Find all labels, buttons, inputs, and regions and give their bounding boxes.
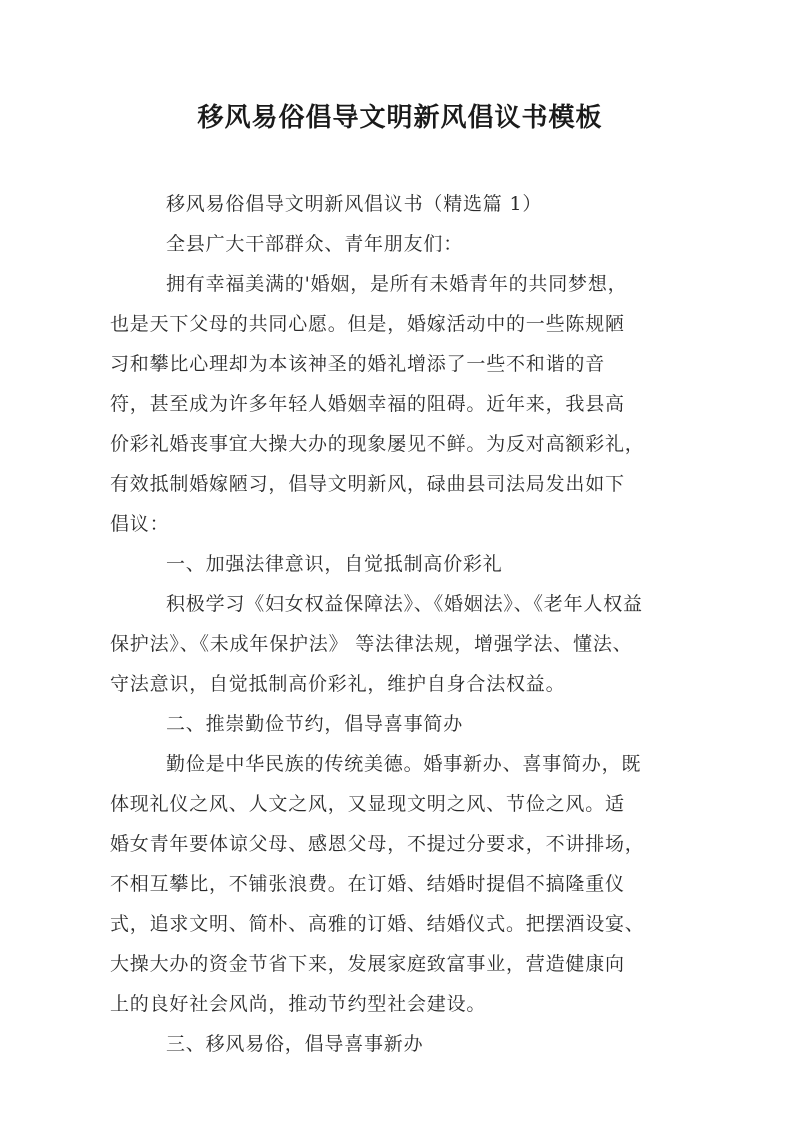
paragraph-line: 积极学习《妇女权益保障法》、《婚姻法》、《老年人权益 [166, 593, 643, 615]
section-heading-2: 二、推崇勤俭节约，倡导喜事简办 [166, 713, 464, 735]
paragraph-line: 有效抵制婚嫁陋习，倡导文明新风，碌曲县司法局发出如下 [110, 473, 625, 495]
document-subtitle: 移风易俗倡导文明新风倡议书（精选篇 1） [166, 193, 543, 215]
paragraph-line: 保护法》、《未成年保护法》 等法律法规，增强学法、懂法、 [110, 633, 633, 655]
paragraph-line: 式，追求文明、简朴、高雅的订婚、结婚仪式。把摆酒设宴、 [110, 913, 645, 935]
section-heading-1: 一、加强法律意识，自觉抵制高价彩礼 [166, 553, 503, 575]
document-title: 移风易俗倡导文明新风倡议书模板 [197, 103, 603, 133]
paragraph-line: 婚女青年要体谅父母、感恩父母，不提过分要求，不讲排场， [110, 833, 645, 855]
paragraph-line: 拥有幸福美满的'婚姻，是所有未婚青年的共同梦想， [166, 273, 628, 295]
paragraph-line: 符，甚至成为许多年轻人婚姻幸福的阻碍。近年来，我县高 [110, 393, 625, 415]
paragraph-line: 习和攀比心理却为本该神圣的婚礼增添了一些不和谐的音 [110, 353, 606, 375]
section-1-paragraph [110, 584, 688, 704]
paragraph-line: 价彩礼婚丧事宜大操大办的现象屡见不鲜。为反对高额彩礼， [110, 433, 645, 455]
salutation: 全县广大干部群众、青年朋友们： [166, 233, 464, 255]
paragraph-line: 不相互攀比，不铺张浪费。在订婚、结婚时提倡不搞隆重仪 [110, 873, 625, 895]
paragraph-line: 体现礼仪之风、人文之风，又显现文明之风、节俭之风。适 [110, 793, 625, 815]
intro-paragraph [110, 264, 688, 544]
paragraph-line: 勤俭是中华民族的传统美德。婚事新办、喜事简办，既 [166, 753, 642, 775]
section-2-paragraph [110, 744, 688, 1024]
document-body [110, 184, 688, 1064]
paragraph-line: 也是天下父母的共同心愿。但是，婚嫁活动中的一些陈规陋 [110, 313, 625, 335]
paragraph-line: 大操大办的资金节省下来，发展家庭致富事业，营造健康向 [110, 953, 625, 975]
paragraph-line: 守法意识，自觉抵制高价彩礼，维护自身合法权益。 [110, 673, 566, 695]
paragraph-line: 上的良好社会风尚，推动节约型社会建设。 [110, 993, 487, 1015]
section-heading-3: 三、移风易俗，倡导喜事新办 [166, 1033, 424, 1055]
paragraph-line: 倡议： [110, 513, 170, 535]
